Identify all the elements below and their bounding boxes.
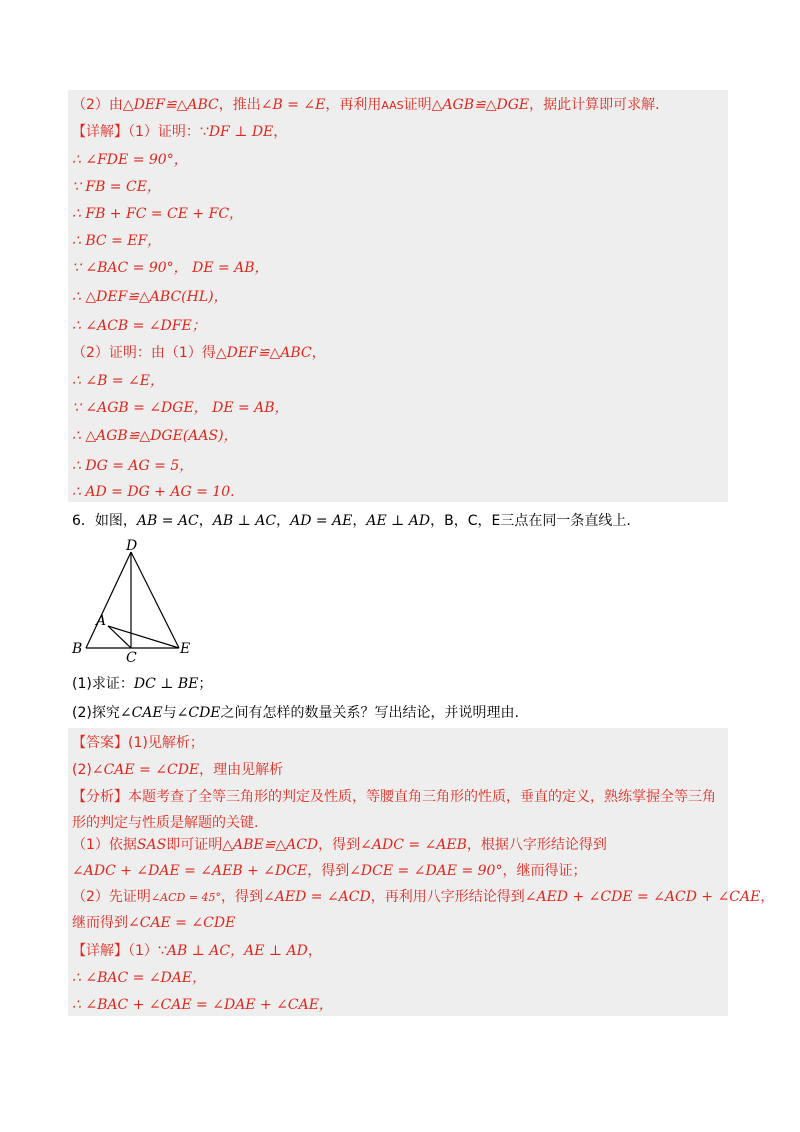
label-b: B (72, 641, 83, 657)
geometry-figure (68, 536, 208, 666)
answer-line-1: 【答案】(1)见解析； (72, 735, 204, 751)
proof-line: ∴ ∠ACB = ∠DFE； (72, 318, 206, 334)
question-6-part-1: (1)求证：DC ⊥ BE； (72, 676, 213, 692)
question-6-part-2: (2)探究∠CAE与∠CDE之间有怎样的数量关系？写出结论，并说明理由. (72, 705, 519, 721)
detail-heading: 【详解】（1）证明：∵DF ⊥ DE， (72, 124, 288, 140)
proof-line: ∵ ∠AGB = ∠DGE， DE = AB， (72, 400, 289, 416)
answer-line-2: (2)∠CAE = ∠CDE，理由见解析 (72, 762, 284, 778)
segment-db (86, 552, 131, 648)
analysis-line-2: 形的判定与性质是解题的关键. (72, 815, 259, 831)
proof-line: ∵ FB = CE， (72, 179, 161, 195)
analysis-part-2-cont: 继而得到∠CAE = ∠CDE (72, 915, 236, 931)
question-6-statement: 6．如图，AB = AC，AB ⊥ AC，AD = AE，AE ⊥ AD，B，C，E三点在同一条直线上. (72, 513, 631, 529)
proof-line: ∴ DG = AG = 5， (72, 458, 194, 474)
segment-de (131, 552, 179, 648)
proof-line: ∴ AD = DG + AG = 10. (72, 484, 235, 500)
proof-part2-heading: （2）证明：由（1）得△DEF≌△ABC， (72, 345, 326, 361)
proof-line: ∴ △AGB≌△DGE(AAS)， (72, 428, 238, 444)
proof-line: ∴ BC = EF， (72, 233, 162, 249)
analysis-line-2: （2）由△DEF≌△ABC，推出∠B = ∠E，再利用AAS证明△AGB≌△DGE，据此计算即可求解. (72, 97, 660, 113)
label-a: A (96, 613, 107, 629)
proof-line: ∴ ∠FDE = 90°， (72, 152, 188, 168)
analysis-part-2: （2）先证明∠ACD = 45°，得到∠AED = ∠ACD，再利用八字形结论得到∠AED + ∠CDE = ∠ACD + ∠CAE， (72, 889, 775, 905)
analysis-part-1: （1）依据SAS即可证明△ABE≌△ACD，得到∠ADC = ∠AEB，根据八字形结论得到 (72, 837, 607, 853)
analysis-part-1-cont: ∠ADC + ∠DAE = ∠AEB + ∠DCE，得到∠DCE = ∠DAE = 90°，继而得证； (72, 863, 587, 879)
proof-line: ∴ ∠BAC + ∠CAE = ∠DAE + ∠CAE， (72, 997, 333, 1013)
label-d: D (126, 538, 138, 554)
label-c: C (126, 650, 137, 666)
proof-line: ∴ △DEF≌△ABC(HL)， (72, 289, 228, 305)
analysis-line-1: 【分析】本题考查了全等三角形的判定及性质，等腰直角三角形的性质，垂直的定义，熟练掌握全等三角 (72, 789, 716, 805)
proof-line: ∴ FB + FC = CE + FC， (72, 206, 244, 222)
label-e: E (180, 641, 191, 657)
proof-line: ∴ ∠BAC = ∠DAE， (72, 970, 207, 986)
detail-heading-2: 【详解】（1）∵AB ⊥ AC，AE ⊥ AD， (72, 943, 322, 959)
proof-line: ∵ ∠BAC = 90°， DE = AB， (72, 260, 269, 276)
proof-line: ∴ ∠B = ∠E， (72, 373, 164, 389)
